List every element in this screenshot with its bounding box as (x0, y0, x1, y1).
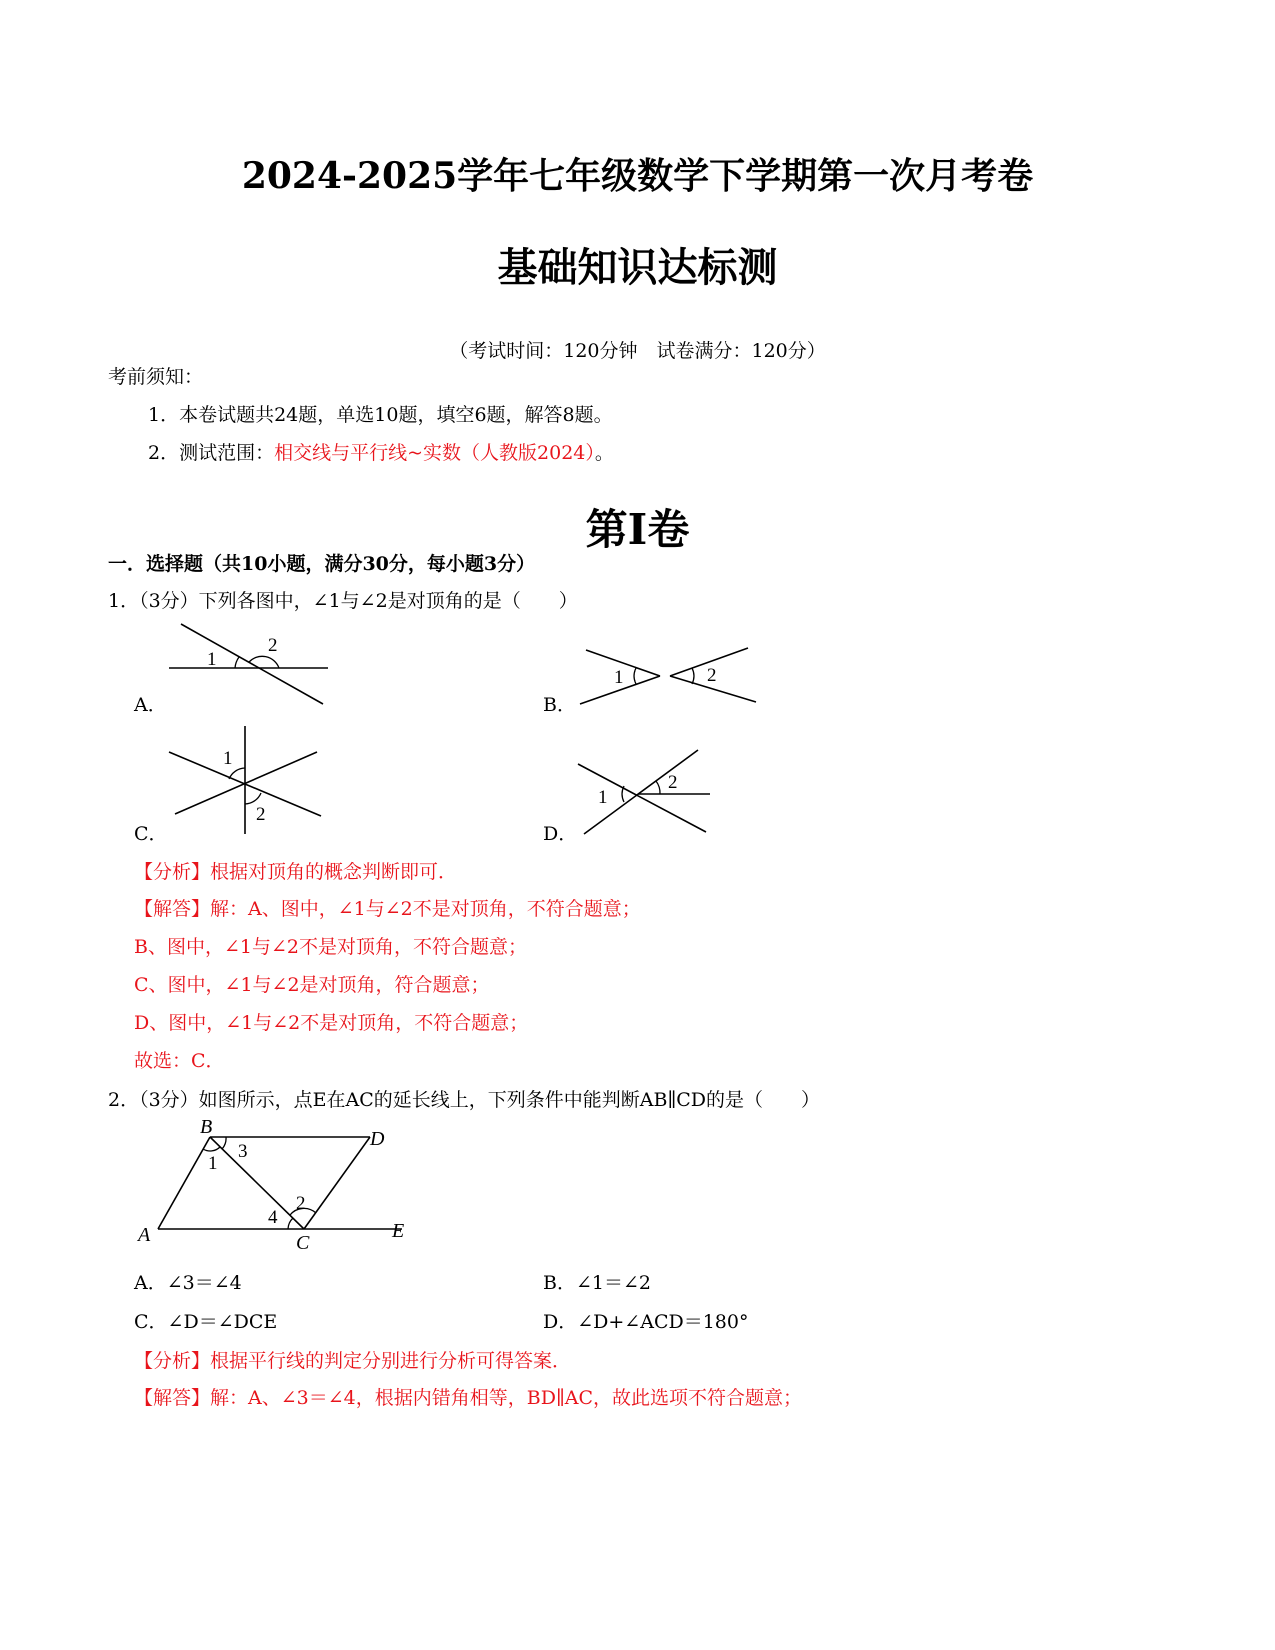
q2-label-e: E (392, 1220, 405, 1242)
q1-answer-line-3: C、图中，∠1与∠2是对顶角，符合题意； (134, 974, 490, 996)
q1-option-d: D． (543, 823, 578, 845)
q2-label-c: C (296, 1232, 310, 1254)
notice-item-2-prefix: 2．测试范围： (148, 442, 275, 464)
q2-angle-3: 3 (238, 1141, 248, 1162)
q2-answer-line-1: 解：A、∠3＝∠4，根据内错角相等，BD∥AC，故此选项不符合题意； (210, 1387, 802, 1409)
q2-label-d: D (370, 1128, 385, 1150)
q1-c-angle-2: 2 (256, 804, 266, 825)
exam-title: 2024-2025学年七年级数学下学期第一次月考卷 (241, 155, 1034, 197)
notice-item-2 (148, 438, 614, 465)
q2-answer (134, 1383, 802, 1410)
q1-analysis (134, 857, 457, 884)
q1-a-angle-1: 1 (207, 649, 217, 670)
q2-figure-parallelogram (130, 1113, 420, 1258)
q2-analysis (134, 1346, 571, 1373)
exam-info: （考试时间：120分钟 试卷满分：120分） (449, 340, 826, 362)
notice-heading: 考前须知： (108, 366, 204, 388)
q1-b-angle-1: 1 (614, 667, 624, 688)
exam-subtitle: 基础知识达标测 (497, 244, 778, 291)
notice-item-1: 1．本卷试题共24题，单选10题，填空6题，解答8题。 (148, 404, 613, 426)
notice-item-2-suffix: 。 (594, 442, 614, 464)
q2-angle-4: 4 (268, 1207, 278, 1228)
q2-option-b: B．∠1＝∠2 (543, 1272, 651, 1294)
q1-answer-tag: 【解答】 (134, 898, 211, 920)
q1-figure-d (574, 746, 714, 838)
q1-figure-a (163, 618, 333, 710)
q2-analysis-text: 根据平行线的判定分别进行分析可得答案． (210, 1350, 572, 1372)
q1-d-angle-2: 2 (668, 772, 678, 793)
q1-figure-b (572, 640, 762, 710)
q2-option-a: A．∠3＝∠4 (134, 1272, 242, 1294)
q2-analysis-tag: 【分析】 (134, 1350, 211, 1372)
question-1-stem: 1．（3分）下列各图中，∠1与∠2是对顶角的是（ ） (108, 590, 578, 612)
q1-analysis-text: 根据对顶角的概念判断即可． (210, 861, 458, 883)
q2-label-a: A (138, 1224, 151, 1246)
q2-angle-1: 1 (208, 1153, 218, 1174)
q2-answer-tag: 【解答】 (134, 1387, 211, 1409)
q1-b-angle-2: 2 (707, 665, 717, 686)
q1-answer (134, 894, 641, 921)
section-heading: 一．选择题（共10小题，满分30分，每小题3分） (108, 553, 536, 575)
q1-option-c: C． (134, 823, 168, 845)
q1-answer-line-2: B、图中，∠1与∠2不是对顶角，不符合题意； (134, 936, 527, 958)
q2-angle-2: 2 (296, 1193, 306, 1214)
q1-option-b: B． (543, 694, 576, 716)
q1-analysis-tag: 【分析】 (134, 861, 211, 883)
q1-answer-line-4: D、图中，∠1与∠2不是对顶角，不符合题意； (134, 1012, 529, 1034)
q1-a-angle-2: 2 (268, 635, 278, 656)
question-2-stem: 2．（3分）如图所示，点E在AC的延长线上，下列条件中能判断AB∥CD的是（ ） (108, 1089, 821, 1111)
q1-d-angle-1: 1 (598, 787, 608, 808)
q1-answer-line-1: 解：A、图中，∠1与∠2不是对顶角，不符合题意； (210, 898, 641, 920)
q1-c-angle-1: 1 (223, 748, 233, 769)
q1-option-a: A． (134, 694, 167, 716)
q1-figure-c (163, 722, 328, 837)
volume-title: 第Ⅰ卷 (585, 505, 690, 554)
q2-option-c: C．∠D＝∠DCE (134, 1311, 278, 1333)
test-scope: 相交线与平行线~实数（人教版2024） (274, 442, 595, 464)
q2-label-b: B (200, 1116, 213, 1138)
q2-option-d: D．∠D+∠ACD＝180° (543, 1311, 749, 1333)
q1-answer-line-5: 故选：C． (134, 1050, 225, 1072)
